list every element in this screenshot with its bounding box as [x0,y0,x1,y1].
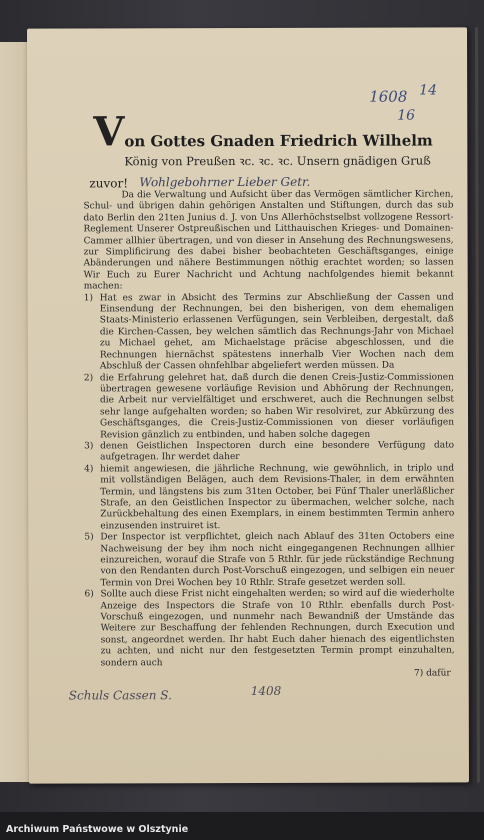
list-item: 2) die Erfahrung gelehret hat, daß durch die denen Creis-Justiz-Commissionen übertragen gewesene vorläufige Revision und Abhörung der Rechnungen, die Arbeit nur vervielfältiget und erschweret, auch die Rechnungen selbst sehr lange aufgehalten worden; so haben Wir resolviret, zur Abkürzung des Geschäftsganges, die Creis-Justiz-Commissionen von dieser vorläufigen Revision gänzlich zu entbinden, und haben solche dagegen [83,371,455,440]
folio-annotation: 16 [397,107,416,124]
document-body [83,189,454,680]
greeting-word: zuvor! [89,176,129,191]
archive-number-annotation-2: 14 [419,82,438,99]
list-item: 5) Der Inspector ist verpflichtet, gleich nach Ablauf des 31ten Octobers eine Nachweisung der bey ihm noch nicht eingegangenen Rechnungen allhier einzureichen, worauf die Strafe von 5 Rthlr. für jede rückständige Rechnung von den Rendanten durch Post-Vorschuß eingezogen, und selbigen ein neuer Termin von Drei Wochen bey 10 Rthlr. Strafe gesetzet werden soll. [84,531,455,589]
archive-footer-label: Archiwum Państwowe w Olsztynie [6,824,189,835]
catchword: 7) dafür [414,668,451,679]
document-title: on Gottes Gnaden Friedrich Wilhelm [124,131,433,151]
document-page [27,27,469,783]
list-item: 1) Hat es zwar in Absicht des Termins zur Abschließung der Cassen und Einsendung der Rechnungen, bei den bisherigen, von dem ehemaligen Staats-Ministerio erlassenen Verfügungen, sein Verbleiben, dergestalt, daß die Kirchen-Cassen, bey welchen sämtlich das Rechnungs-Jahr von Michael zu Michael gehet, am Michaelstage präcise abgeschlossen, und die Rechnungen hiernächst spätestens innerhalb Vier Wochen nach dem Abschluß der Cassen ohnfehlbar abgeliefert werden müssen. Da [83,292,454,372]
signature-annotation: Schuls Cassen S. [68,688,172,703]
document-subtitle: König von Preußen ꝛc. ꝛc. ꝛc. Unsern gnädigen Gruß [124,153,431,169]
intro-paragraph: Da die Verwaltung und Aufsicht über das Vermögen sämtlicher Kirchen, Schul- und übrigen dahin gehörigen Anstalten und Stiftungen, durch das sub dato Berlin den 21ten Junius d. J. von Uns Allerhöchstselbst vollzogene Ressort-Reglement Unserer Ostpreußischen und Litthauischen Krieges- und Domainen-Cammer allhier übertragen, und von dieser in Ansehung des Rechnungswesens, zur Simplificirung des dabei bisher beobachteten Geschäftsganges, einige Abänderungen und nähere Bestimmungen nöthig erachtet worden; so lassen Wir Euch zu Eurer Nachricht und Achtung nachfolgendes hiemit bekannt machen: [83,189,454,292]
decorated-initial: V [93,108,125,156]
archive-number-annotation: 1608 [369,87,408,106]
list-item: 3) denen Geistlichen Inspectoren durch eine besondere Verfügung dato aufgetragen. Ihr werdet daher [84,440,455,463]
list-item: 4) hiemit angewiesen, die jährliche Rechnung, wie gewöhnlich, in triplo und mit vollständigen Belägen, auch dem Revisions-Thaler, in dem erwähnten Termin, und längstens bis zum 31ten October, bei Fünf Thaler unerläßlicher Strafe, an den Geistlichen Inspector zu übermachen, welcher solche, nach Zurückbehaltung des einen Exemplars, in einem bestimmten Termin anhero einzusenden instruiret ist. [84,463,455,532]
list-item: 6) Sollte auch diese Frist nicht eingehalten werden; so wird auf die wiederholte Anzeige des Inspectors die Strafe von 10 Rthlr. ebenfalls durch Post-Vorschuß eingezogen, und nunmehr nach Bewandniß der Umstände das Weitere zur Beschaffung der fehlenden Rechnungen, durch Execution und sonst, angeordnet werden. Ihr habt Euch daher hienach des eigentlichsten zu achten, und nicht nur den festgesetzten Termin prompt einzuhalten, sondern auch [84,588,455,669]
handwritten-address: Wohlgebohrner Lieber Getr. [139,174,311,190]
bottom-number-annotation: 1408 [250,683,282,698]
